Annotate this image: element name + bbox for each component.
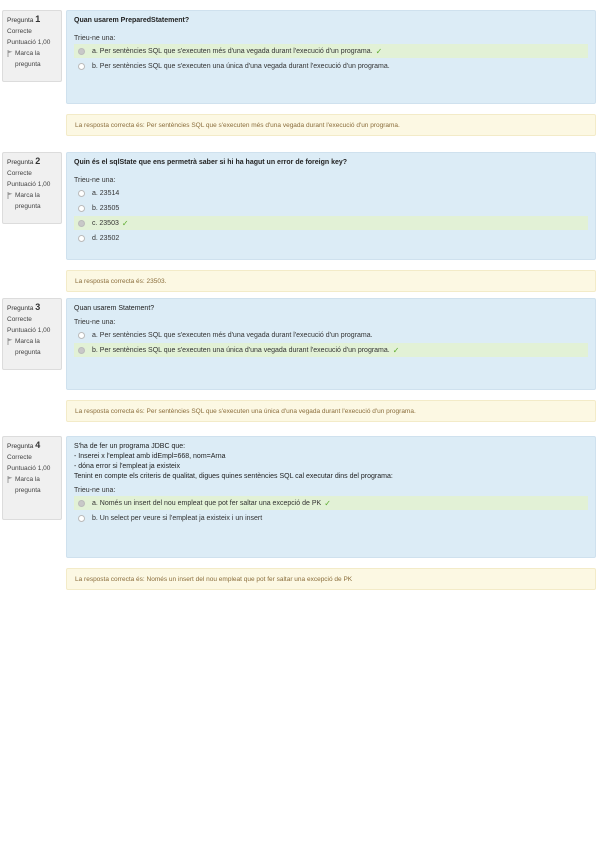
question-number: Pregunta 2 — [7, 156, 41, 166]
question-mark: Puntuació 1,00 — [7, 181, 51, 188]
check-icon: ✓ — [121, 218, 129, 228]
answer-option-a[interactable]: a. Per sentències SQL que s'executen més d'una vegada durant l'execució d'un programa. — [74, 328, 588, 342]
answer-option-b[interactable]: b. 23505 — [74, 201, 588, 215]
answer-prompt: Trieu-ne una: — [74, 177, 116, 184]
question-status: Correcte — [7, 316, 32, 323]
question-number: Pregunta 1 — [7, 14, 41, 24]
answer-prompt: Trieu-ne una: — [74, 35, 116, 42]
radio-button[interactable] — [78, 347, 85, 354]
check-icon: ✓ — [324, 498, 331, 508]
question-text: Quan usarem PreparedStatement? — [74, 17, 190, 24]
question-mark: Puntuació 1,00 — [7, 465, 51, 472]
answer-option-b[interactable]: b. Per sentències SQL que s'executen una única d'una vegada durant l'execució d'un programa. — [74, 59, 588, 73]
correct-answer-feedback: La resposta correcta és: Per sentències SQL que s'executen una única d'una vegada durant l'execució d'un programa. — [66, 400, 596, 422]
question-detail-line: - dóna error si l'empleat ja existeix — [74, 463, 180, 470]
answer-prompt: Trieu-ne una: — [74, 319, 116, 326]
correct-answer-feedback: La resposta correcta és: Només un insert del nou empleat que pot fer saltar una excepció de PK — [66, 568, 596, 590]
question-mark: Puntuació 1,00 — [7, 39, 51, 46]
answer-option-a[interactable]: a. Per sentències SQL que s'executen més d'una vegada durant l'execució d'un programa. ✓ — [74, 44, 588, 58]
question-content — [66, 436, 596, 558]
question-info — [2, 10, 62, 82]
correct-answer-feedback: La resposta correcta és: 23503. — [66, 270, 596, 292]
answer-prompt: Trieu-ne una: — [74, 487, 116, 494]
answer-option-c[interactable]: c. 23503 ✓ — [74, 216, 588, 230]
answer-option-d[interactable]: d. 23502 — [74, 231, 588, 245]
check-icon: ✓ — [392, 345, 400, 355]
correct-answer-feedback: La resposta correcta és: Per sentències SQL que s'executen més d'una vegada durant l'execució d'un programa. — [66, 114, 596, 136]
radio-button[interactable] — [78, 205, 85, 212]
question-detail-line: - Inserei x l'empleat amb idEmpl=668, nom=Arna — [74, 453, 226, 460]
flag-question-link[interactable]: Marca la pregunta — [7, 336, 58, 358]
radio-button[interactable] — [78, 63, 85, 70]
question-content — [66, 10, 596, 104]
check-icon: ✓ — [375, 46, 383, 56]
question-status: Correcte — [7, 454, 32, 461]
radio-button[interactable] — [78, 190, 85, 197]
question-text: Quan usarem Statement? — [74, 305, 155, 312]
flag-question-link[interactable]: Marca la pregunta — [7, 474, 58, 496]
question-info — [2, 436, 62, 520]
flag-question-link[interactable]: Marca la pregunta — [7, 190, 58, 212]
flag-question-link[interactable]: Marca la pregunta — [7, 48, 58, 70]
question-mark: Puntuació 1,00 — [7, 327, 51, 334]
flag-icon — [7, 192, 13, 199]
question-number: Pregunta 4 — [7, 440, 41, 450]
radio-button[interactable] — [78, 235, 85, 242]
question-content — [66, 298, 596, 390]
question-text: Quin és el sqlState que ens permetrà saber si hi ha hagut un error de foreign key? — [74, 159, 348, 166]
question-status: Correcte — [7, 170, 32, 177]
radio-button[interactable] — [78, 515, 85, 522]
question-info — [2, 152, 62, 224]
answer-option-a[interactable]: a. 23514 — [74, 186, 588, 200]
radio-button[interactable] — [78, 500, 85, 507]
question-detail-line: Tenint en compte els criteris de qualitat, digues quines sentències SQL cal executar dins del programa: — [74, 473, 393, 480]
radio-button[interactable] — [78, 48, 85, 55]
flag-icon — [7, 476, 13, 483]
question-info — [2, 298, 62, 370]
question-status: Correcte — [7, 28, 32, 35]
question-text: S'ha de fer un programa JDBC que: — [74, 443, 186, 450]
flag-icon — [7, 50, 13, 57]
radio-button[interactable] — [78, 220, 85, 227]
question-number: Pregunta 3 — [7, 302, 41, 312]
answer-option-a[interactable]: a. Només un insert del nou empleat que pot fer saltar una excepció de PK ✓ — [74, 496, 588, 510]
radio-button[interactable] — [78, 332, 85, 339]
question-content — [66, 152, 596, 260]
answer-option-b[interactable]: b. Per sentències SQL que s'executen una única d'una vegada durant l'execució d'un programa. ✓ — [74, 343, 588, 357]
answer-option-b[interactable]: b. Un select per veure si l'empleat ja existeix i un insert — [74, 511, 588, 525]
flag-icon — [7, 338, 13, 345]
